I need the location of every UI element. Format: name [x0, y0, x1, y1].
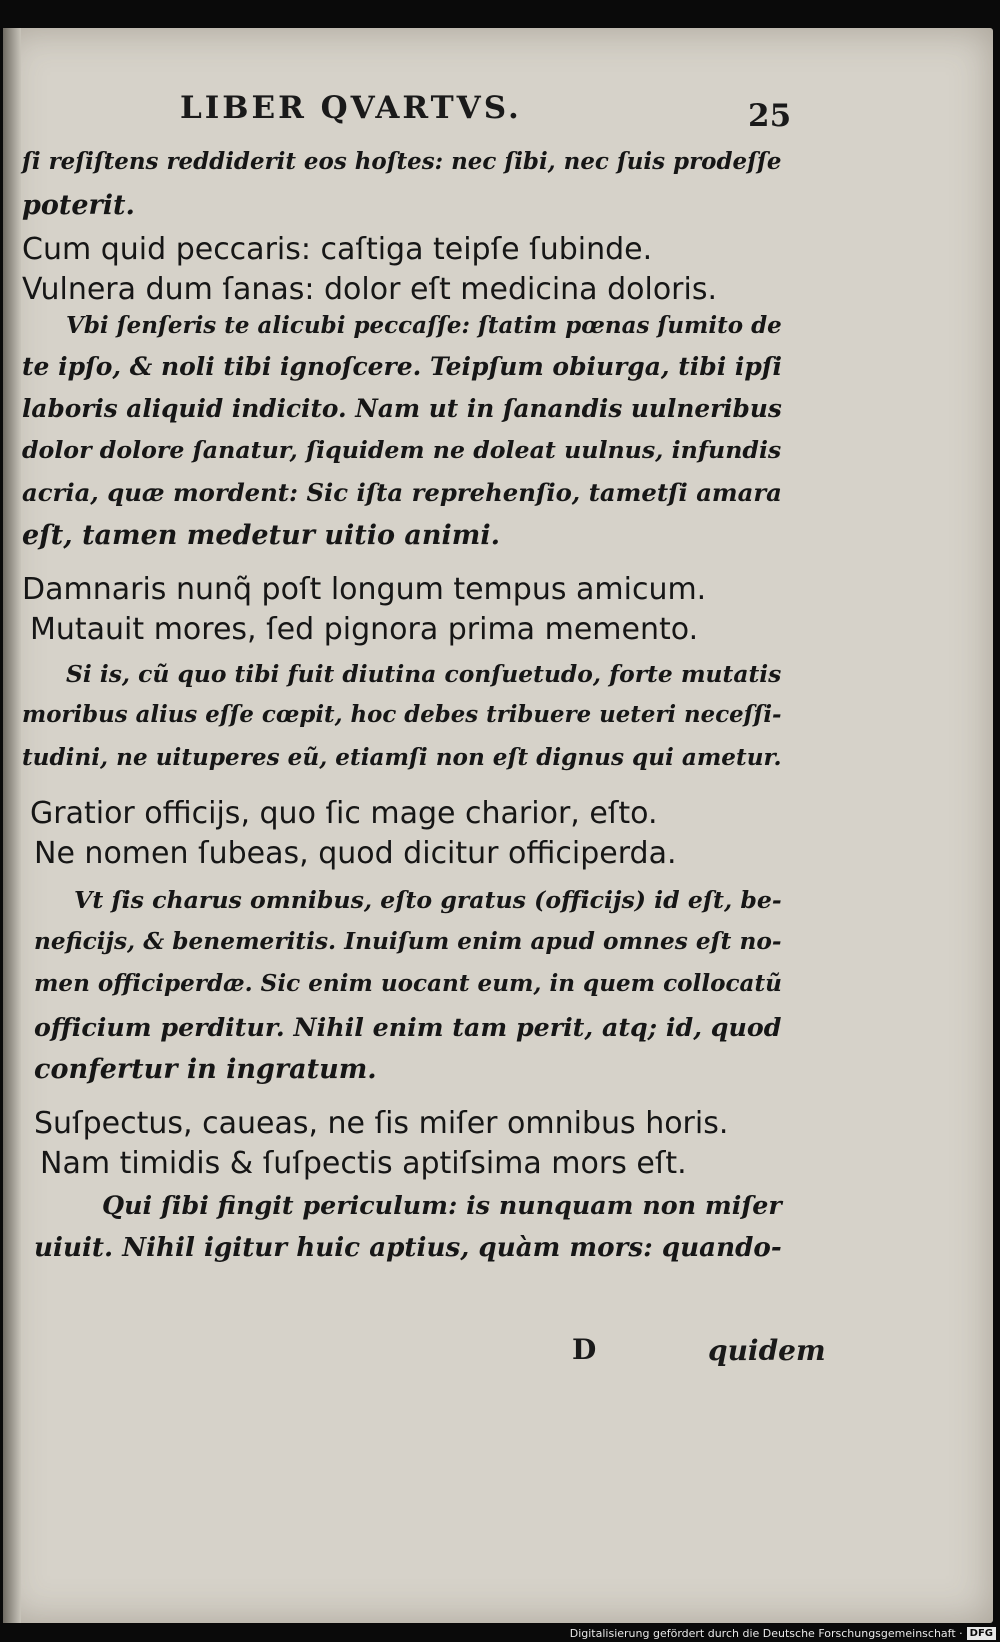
- text-line: eſt, tamen medetur uitio animi.: [22, 520, 500, 551]
- footer-text: Digitalisierung gefördert durch die Deutsche Forschungsgemeinschaft ·: [569, 1627, 963, 1640]
- text-line: Ne nomen ſubeas, quod dicitur officiperda.: [34, 836, 677, 871]
- text-line: Vulnera dum ſanas: dolor eſt medicina doloris.: [22, 272, 718, 307]
- text-line: officium perditur. Nihil enim tam perit, atq; id, quod: [34, 1012, 782, 1042]
- text-line: moribus alius eſſe cœpit, hoc debes tribuere ueteri neceſſi-: [22, 702, 782, 728]
- text-line: Damnaris nunq̃ poſt longum tempus amicum.: [22, 572, 707, 607]
- text-line: laboris aliquid indicito. Nam ut in ſanandis uulneribus: [22, 394, 782, 423]
- text-line: Vt ſis charus omnibus, eſto gratus (officijs) id eſt, be-: [74, 886, 782, 914]
- text-line: Gratior officijs, quo ſic mage charior, eſto.: [30, 796, 658, 831]
- text-line: acria, quæ mordent: Sic iſta reprehenſio, tametſi amara: [22, 478, 782, 507]
- text-line: poterit.: [22, 190, 135, 221]
- text-line: uiuit. Nihil igitur huic aptius, quàm mors: quando-: [34, 1232, 782, 1263]
- text-line: men officiperdæ. Sic enim uocant eum, in quem collocatũ: [34, 970, 782, 997]
- text-line: tudini, ne uituperes eũ, etiamſi non eſt dignus qui ametur.: [22, 744, 782, 771]
- text-line: Si is, cũ quo tibi fuit diutina conſuetudo, forte mutatis: [66, 660, 782, 688]
- text-line: Vbi ſenſeris te alicubi peccaſſe: ſtatim pœnas ſumito de: [66, 312, 782, 339]
- text-line: neficijs, & benemeritis. Inuiſum enim apud omnes eſt no-: [34, 928, 782, 955]
- signature-mark: D: [572, 1333, 597, 1366]
- text-line: confertur in ingratum.: [34, 1054, 377, 1085]
- text-line: ſi reſiſtens reddiderit eos hoſtes: nec ſibi, nec ſuis prodeſſe: [22, 148, 782, 175]
- digitization-footer: [570, 1627, 996, 1640]
- text-line: Qui ſibi fingit periculum: is nunquam non miſer: [102, 1190, 782, 1220]
- text-line: Mutauit mores, ſed pignora prima memento.: [30, 612, 699, 647]
- text-line: Cum quid peccaris: caſtiga teipſe ſubinde.: [22, 232, 653, 267]
- text-line: dolor dolore ſanatur, ſiquidem ne doleat uulnus, infundis: [22, 436, 782, 464]
- page-gutter-shadow: [3, 28, 21, 1623]
- dfg-logo: DFG: [967, 1627, 996, 1640]
- text-line: Nam timidis & ſuſpectis aptiſsima mors eſt.: [40, 1146, 687, 1181]
- page-number: 25: [748, 98, 792, 134]
- text-line: Suſpectus, caueas, ne ſis miſer omnibus horis.: [34, 1106, 729, 1141]
- catchword: quidem: [708, 1334, 826, 1367]
- running-head: LIBER QVARTVS.: [180, 90, 522, 126]
- text-line: te ipſo, & noli tibi ignoſcere. Teipſum obiurga, tibi ipſi: [22, 352, 783, 381]
